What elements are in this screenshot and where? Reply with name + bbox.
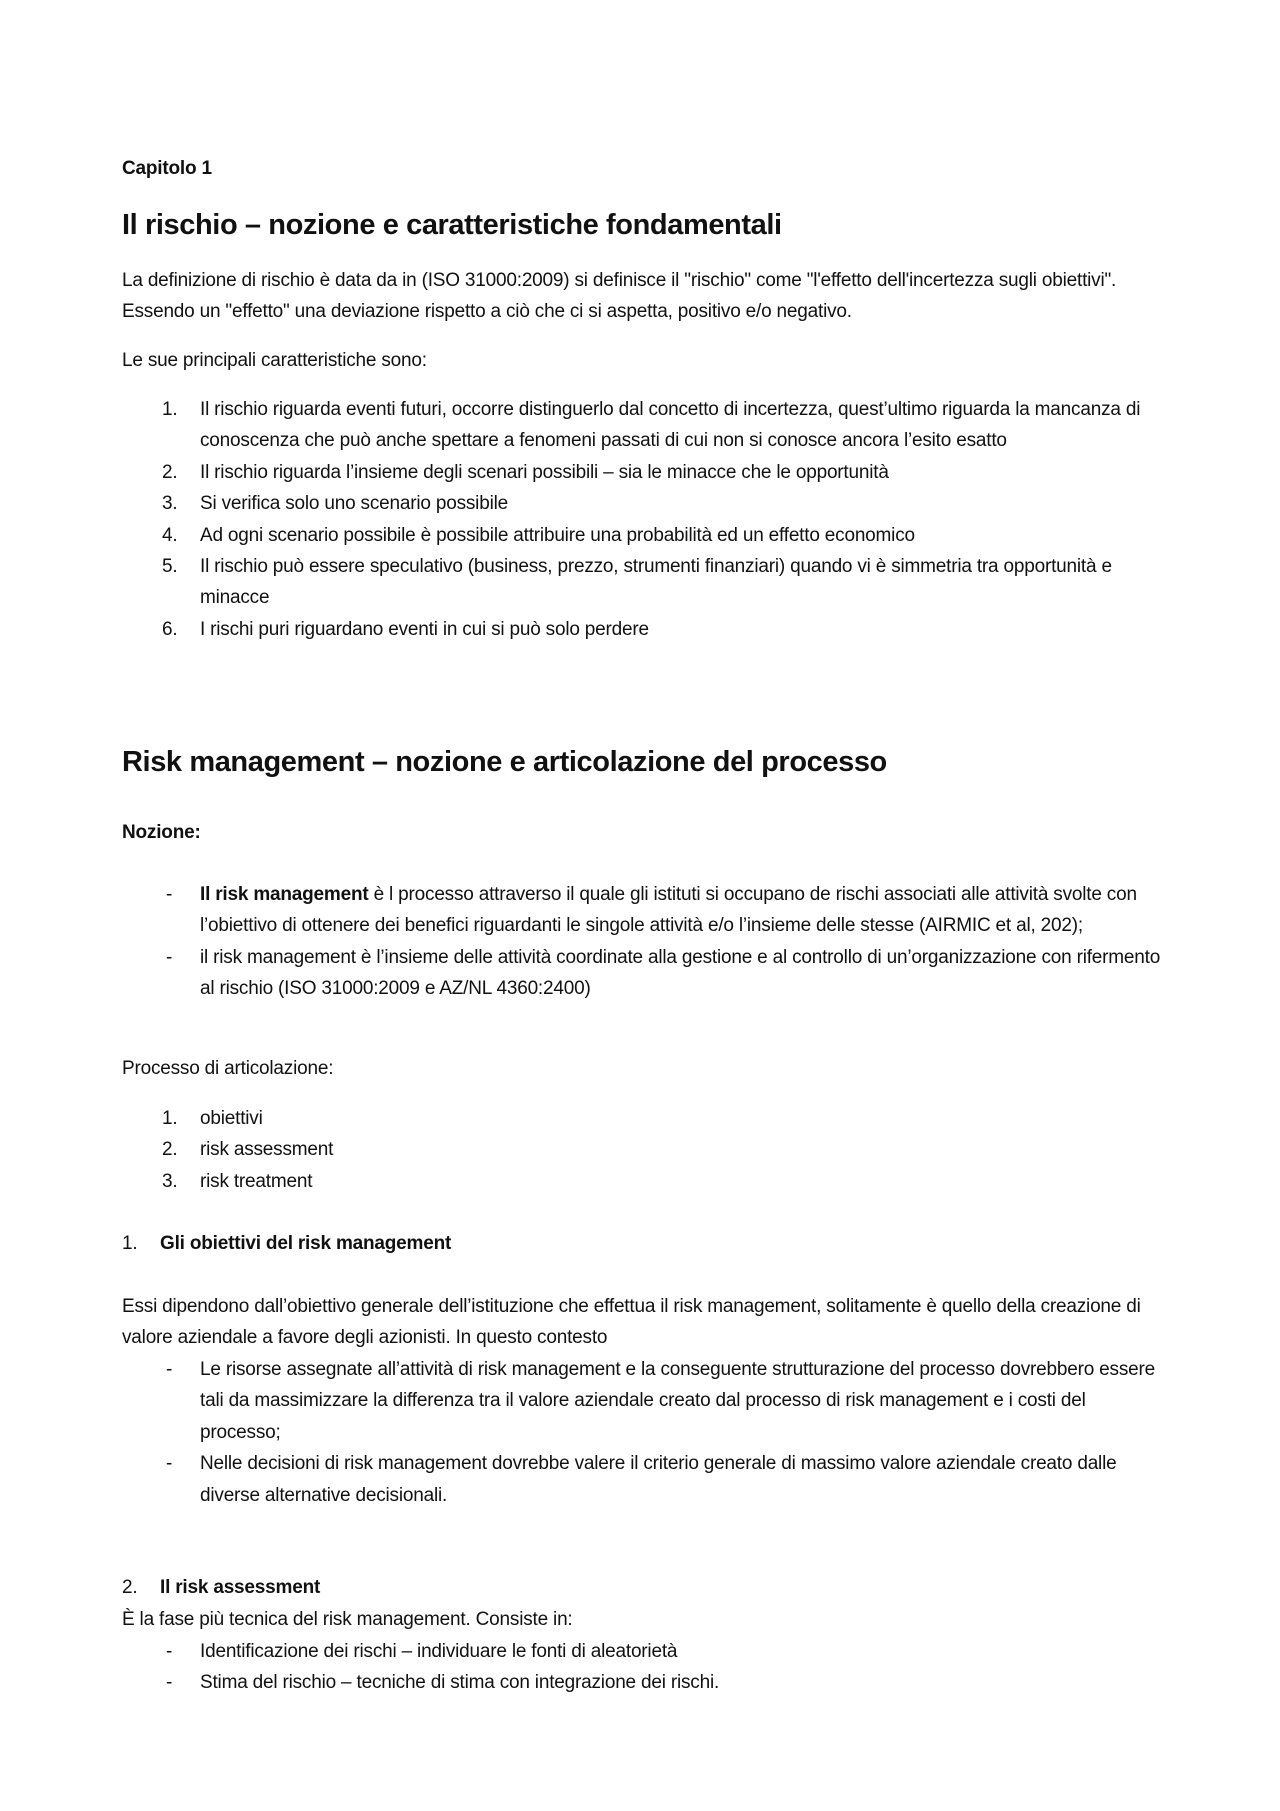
list-item [122,1166,1162,1197]
dash-bullet: - [166,1453,173,1475]
chapter-label: Capitolo 1 [122,158,212,179]
bullet-text: Nelle decisioni di risk management dovrebbe valere il criterio generale di massimo valore aziendale creato dalle diverse alternative decisionali. [200,1453,1117,1506]
dash-bullet: - [166,884,173,905]
section1-intro: La definizione di rischio è data da in (ISO 31000:2009) si definisce il "rischio" come "l'effetto dell'incertezza sugli obiettivi". Essendo un "effetto" una deviazione rispetto a ciò che ci si aspetta, positivo e/o negativo. [122,270,1117,323]
bullet-text: il risk management è l’insieme delle attività coordinate alla gestione e al controllo di un’organizzazione con rifermento al rischio (ISO 31000:2009 e AZ/NL 4360:2400) [200,946,1161,1000]
item-number: 1. [162,399,178,420]
item-text: Ad ogni scenario possibile è possibile attribuire una probabilità ed un effetto economico [200,524,915,546]
bullet-text: Le risorse assegnate all’attività di risk management e la conseguente strutturazione del processo dovrebbero essere tali da massimizzare la differenza tra il valore aziendale creato dal processo di risk management e i costi del processo; [200,1359,1155,1443]
list-item [122,520,1162,551]
bullet-item [122,1448,1162,1511]
dash-bullet: - [166,946,173,968]
list-item [122,1134,1162,1165]
item-number: 6. [162,618,178,640]
dash-bullet: - [166,1672,173,1694]
list-intro: Le sue principali caratteristiche sono: [122,350,427,371]
item-number: 5. [162,556,178,578]
subsection2-bullets [122,1636,1162,1699]
list-item [122,488,1162,519]
item-text: Il rischio riguarda eventi futuri, occorre distinguerlo dal concetto di incertezza, quest’ultimo riguarda la mancanza di conoscenza che può anche spettare a fenomeni passati di cui non si conosce ancora l’esito esatto [200,399,1141,452]
bullet-text: Stima del rischio – tecniche di stima con integrazione dei rischi. [200,1672,720,1694]
bullet-item [122,1354,1162,1448]
item-number: 1. [162,1108,178,1129]
characteristics-list [122,394,1162,645]
dash-bullet: - [166,1641,173,1662]
nozione-label: Nozione: [122,822,201,843]
item-text: Si verifica solo uno scenario possibile [200,493,508,515]
subsection2-para: È la fase più tecnica del risk management. Consiste in: [122,1609,573,1630]
subsection1-bullets [122,1354,1162,1511]
subsection1-heading [82,1228,1200,1259]
list-item [122,1103,1162,1134]
item-text: risk treatment [200,1170,313,1192]
bullet-item [122,1667,1162,1698]
process-steps [122,1103,1162,1197]
bullet-item [122,879,1162,942]
list-item [122,394,1162,457]
item-text: Il rischio riguarda l’insieme degli scenari possibili – sia le minacce che le opportunità [200,461,889,483]
bullet-text: Identificazione dei rischi – individuare le fonti di aleatorietà [200,1641,678,1662]
item-number: 3. [162,493,178,515]
nozione-bullets [122,879,1162,1005]
bullet-text: è l processo attraverso il quale gli istituti si occupano de rischi associati alle attività svolte con l’obiettivo di ottenere dei benefici riguardanti le singole attività e/o l’insieme delle stesse (AIRMIC et al, 202); [200,884,1137,937]
item-text: risk assessment [200,1139,334,1161]
item-number: 4. [162,524,178,546]
subsection1-para: Essi dipendono dall’obiettivo generale dell’istituzione che effettua il risk management, solitamente è quello della creazione di valore aziendale a favore degli azionisti. In questo contesto [122,1296,1141,1349]
subsection2-heading [82,1572,1200,1603]
item-text: I rischi puri riguardano eventi in cui si può solo perdere [200,618,649,640]
bullet-item [122,942,1162,1005]
subsection-title: Il risk assessment [160,1577,321,1599]
subsection-number: 2. [122,1577,138,1599]
subsection-number: 1. [122,1233,138,1254]
list-item [122,551,1162,614]
process-label: Processo di articolazione: [122,1058,334,1079]
item-text: obiettivi [200,1108,263,1129]
section1-title: Il rischio – nozione e caratteristiche fondamentali [122,209,782,241]
list-item [122,614,1162,645]
item-number: 3. [162,1170,178,1192]
list-item [122,457,1162,488]
item-number: 2. [162,1139,178,1161]
bold-term: Il risk management [200,884,369,905]
item-number: 2. [162,461,178,483]
section2-title: Risk management – nozione e articolazione del processo [122,746,887,778]
dash-bullet: - [166,1359,173,1380]
bullet-item [122,1636,1162,1667]
subsection-title: Gli obiettivi del risk management [160,1233,452,1254]
item-text: Il rischio può essere speculativo (business, prezzo, strumenti finanziari) quando vi è simmetria tra opportunità e minacce [200,556,1112,609]
